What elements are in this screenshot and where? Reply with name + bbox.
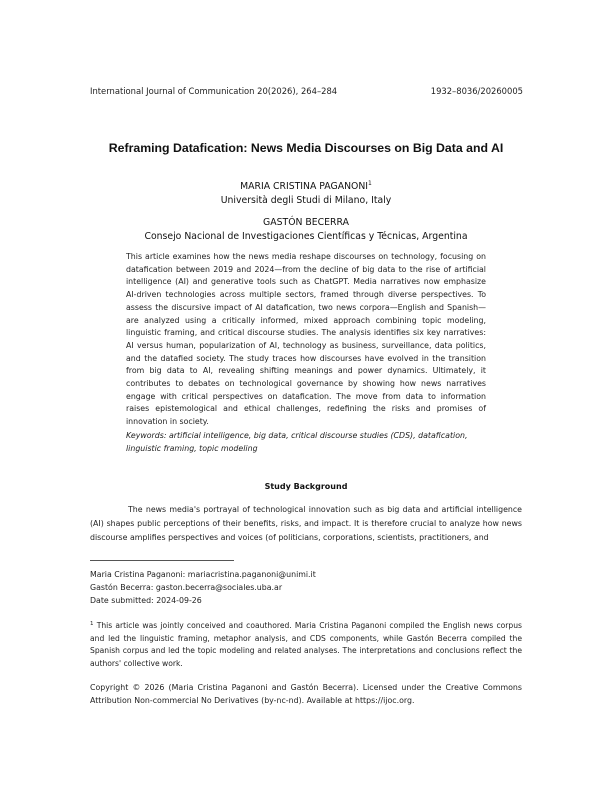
- contact-paganoni: Maria Cristina Paganoni: mariacristina.paganoni@unimi.it: [90, 570, 316, 579]
- section-heading: Study Background: [264, 482, 348, 491]
- author-1-name: MARIA CRISTINA PAGANONI$^1$: [240, 180, 372, 192]
- abstract: This article examines how the news media reshape discourses on technology, focusing on datafication between 2019 and 2024—from the decline of big data to the rise of artificial intelligence (AI) and generative tools such as ChatGPT. Media narratives now emphasize AI-driven technologies across multiple sectors, framed through diverse perspectives. To assess the discursive impact of AI datafication, two news corpora—English and Spanish—are analyzed using a critically informed, mixed approach combining topic modeling, linguistic framing, and critical discourse studies. The analysis identifies six key narratives: AI versus human, popularization of AI, technology as business, surveillance, data politics, and the datafied society. The study traces how discourses have evolved in the transition from big data to AI, revealing shifting meanings and power dynamics. Ultimately, it contributes to debates on technological governance by showing how news narratives engage with critical perspectives on datafication. The move from data to information raises epistemological and ethical challenges, redefining the risks and promises of innovation in society.: [126, 252, 486, 427]
- contact-becerra: Gastón Becerra: gaston.becerra@sociales.uba.ar: [90, 583, 283, 592]
- journal-citation: International Journal of Communication 20(2026), 264–284: [90, 86, 338, 96]
- keywords: Keywords: artificial intelligence, big data, critical discourse studies (CDS), datafication, linguistic framing, topic modeling: [126, 431, 468, 453]
- author-1: [0, 177, 612, 208]
- footnote-marker[interactable]: 1: [368, 180, 372, 187]
- date-submitted: Date submitted: 2024-09-26: [90, 596, 202, 605]
- author-2: [0, 216, 612, 244]
- author-2-name: GASTÓN BECERRA: [263, 217, 349, 228]
- issn: 1932–8036/20260005: [430, 86, 523, 96]
- footnote: $^1$ This article was jointly conceived and coauthored. Maria Cristina Paganoni compiled the English news corpus and led the linguistic framing, metaphor analysis, and CDS components, while Gastón Becerra compiled the Spanish corpus and led the topic modeling and related analyses. The interpretations and conclusions reflect the authors' collective work.: [90, 621, 522, 668]
- author-2-affiliation: Consejo Nacional de Investigaciones Científicas y Técnicas, Argentina: [144, 231, 468, 242]
- article-title: Reframing Datafication: News Media Discourses on Big Data and AI: [108, 141, 504, 155]
- footnote-number: 1: [90, 621, 94, 627]
- author-1-affiliation: Università degli Studi di Milano, Italy: [220, 195, 392, 206]
- body-paragraph: The news media's portrayal of technological innovation such as big data and artificial intelligence (AI) shapes public perceptions of their benefits, risks, and impact. It is therefore crucial to analyze how news discourse amplifies perspectives and voices (of politicians, corporations, scientists, practitioners, and: [90, 505, 522, 543]
- footnote-divider: [90, 560, 234, 561]
- copyright-notice: Copyright © 2026 (Maria Cristina Paganoni and Gastón Becerra). Licensed under the Creative Commons Attribution Non-commercial No Derivatives (by-nc-nd). Available at https://ijoc.org.: [90, 683, 522, 705]
